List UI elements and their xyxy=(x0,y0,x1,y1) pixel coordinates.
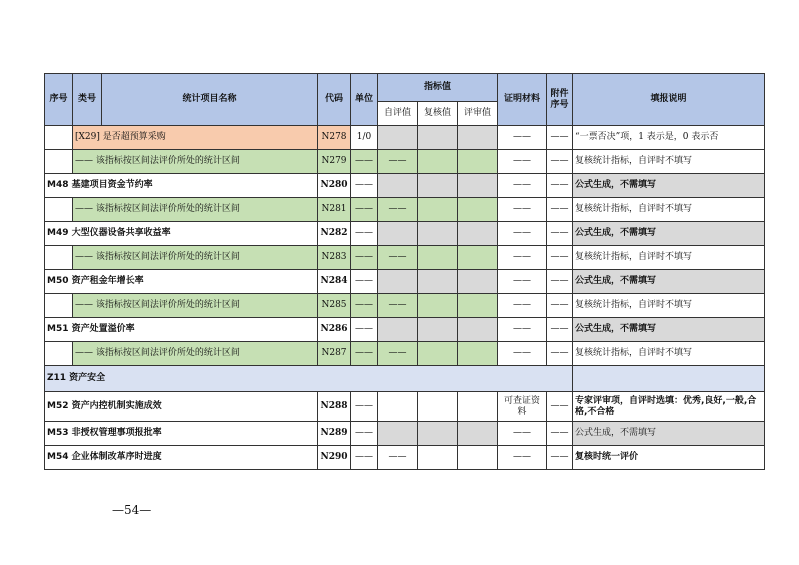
item-unit: —— xyxy=(351,174,378,198)
cell-seq xyxy=(45,198,73,222)
self-eval-cell: —— xyxy=(378,150,418,174)
item-unit: —— xyxy=(351,422,378,446)
recheck-cell xyxy=(418,422,458,446)
recheck-cell xyxy=(418,270,458,294)
header-unit: 单位 xyxy=(351,74,378,126)
header-category: 类号 xyxy=(73,74,102,126)
item-name: M48 基建项目资金节约率 xyxy=(45,174,318,198)
attachment-cell: —— xyxy=(547,174,573,198)
item-code: N279 xyxy=(318,150,351,174)
self-eval-cell xyxy=(378,222,418,246)
attachment-cell: —— xyxy=(547,422,573,446)
evidence-cell: —— xyxy=(498,198,547,222)
table-row xyxy=(45,446,765,470)
table-row xyxy=(45,294,765,318)
evidence-cell: —— xyxy=(498,446,547,470)
header-code: 代码 xyxy=(318,74,351,126)
table-row xyxy=(45,174,765,198)
review-cell xyxy=(458,318,498,342)
page-number: —54— xyxy=(112,503,152,517)
table-row xyxy=(45,222,765,246)
table-row xyxy=(45,246,765,270)
item-code: N287 xyxy=(318,342,351,366)
section-row xyxy=(45,366,765,392)
evidence-cell: —— xyxy=(498,342,547,366)
table-row xyxy=(45,392,765,422)
self-eval-cell: —— xyxy=(378,246,418,270)
table-row xyxy=(45,318,765,342)
item-name: M54 企业体制改革序时进度 xyxy=(45,446,318,470)
header-review: 评审值 xyxy=(458,102,498,126)
note-cell: 公式生成，不需填写 xyxy=(573,174,765,198)
header-self-eval: 自评值 xyxy=(378,102,418,126)
cell-seq xyxy=(45,150,73,174)
recheck-cell[interactable] xyxy=(418,392,458,422)
recheck-cell[interactable] xyxy=(418,294,458,318)
attachment-cell: —— xyxy=(547,294,573,318)
item-unit: —— xyxy=(351,270,378,294)
review-cell[interactable] xyxy=(458,198,498,222)
item-unit: —— xyxy=(351,446,378,470)
evidence-cell: —— xyxy=(498,246,547,270)
table-row xyxy=(45,270,765,294)
table-row xyxy=(45,198,765,222)
review-cell xyxy=(458,270,498,294)
item-code: N281 xyxy=(318,198,351,222)
review-cell[interactable] xyxy=(458,246,498,270)
attachment-cell: —— xyxy=(547,246,573,270)
item-code: N278 xyxy=(318,126,351,150)
item-name: —— 该指标按区间法评价所处的统计区间 xyxy=(73,150,318,174)
self-eval-cell xyxy=(378,174,418,198)
item-code: N283 xyxy=(318,246,351,270)
attachment-cell: —— xyxy=(547,446,573,470)
evidence-cell: —— xyxy=(498,422,547,446)
review-cell[interactable] xyxy=(458,342,498,366)
attachment-cell: —— xyxy=(547,318,573,342)
item-name: M49 大型仪器设备共享收益率 xyxy=(45,222,318,246)
review-cell xyxy=(458,222,498,246)
attachment-cell: —— xyxy=(547,342,573,366)
header-evidence: 证明材料 xyxy=(498,74,547,126)
item-unit: —— xyxy=(351,342,378,366)
header-item-name: 统计项目名称 xyxy=(102,74,318,126)
table-row xyxy=(45,422,765,446)
item-code: N286 xyxy=(318,318,351,342)
self-eval-cell: —— xyxy=(378,198,418,222)
self-eval-cell: —— xyxy=(378,446,418,470)
recheck-cell[interactable] xyxy=(418,150,458,174)
self-eval-cell[interactable] xyxy=(378,126,418,150)
recheck-cell xyxy=(418,318,458,342)
note-cell: 复核统计指标，自评时不填写 xyxy=(573,246,765,270)
item-name: —— 该指标按区间法评价所处的统计区间 xyxy=(73,246,318,270)
item-code: N289 xyxy=(318,422,351,446)
evidence-cell: —— xyxy=(498,294,547,318)
item-name: —— 该指标按区间法评价所处的统计区间 xyxy=(73,342,318,366)
note-cell: 专家评审项，自评时选填：优秀,良好,一般,合格,不合格 xyxy=(573,392,765,422)
self-eval-cell: —— xyxy=(378,342,418,366)
attachment-cell: —— xyxy=(547,270,573,294)
evidence-cell: —— xyxy=(498,318,547,342)
item-unit: —— xyxy=(351,392,378,422)
note-cell: “一票否决”项，1 表示是，0 表示否 xyxy=(573,126,765,150)
note-cell: 复核统计指标，自评时不填写 xyxy=(573,342,765,366)
item-code: N280 xyxy=(318,174,351,198)
item-name: M53 非授权管理事项报批率 xyxy=(45,422,318,446)
table-row xyxy=(45,150,765,174)
self-eval-cell[interactable] xyxy=(378,392,418,422)
note-cell: 复核统计指标，自评时不填写 xyxy=(573,150,765,174)
attachment-cell: —— xyxy=(547,150,573,174)
item-name: M50 资产租金年增长率 xyxy=(45,270,318,294)
item-name: M52 资产内控机制实施成效 xyxy=(45,392,318,422)
evidence-cell: 可查证资料 xyxy=(498,392,547,422)
header-indicator: 指标值 xyxy=(378,74,498,102)
item-code: N284 xyxy=(318,270,351,294)
item-name: —— 该指标按区间法评价所处的统计区间 xyxy=(73,198,318,222)
attachment-cell: —— xyxy=(547,126,573,150)
evidence-cell: —— xyxy=(498,150,547,174)
self-eval-cell xyxy=(378,318,418,342)
cell-seq xyxy=(45,246,73,270)
indicator-table xyxy=(44,73,765,470)
cell-seq xyxy=(45,342,73,366)
cell-seq xyxy=(45,126,73,150)
note-cell: 公式生成，不需填写 xyxy=(573,422,765,446)
review-cell[interactable] xyxy=(458,446,498,470)
item-code: N290 xyxy=(318,446,351,470)
item-unit: —— xyxy=(351,246,378,270)
self-eval-cell xyxy=(378,422,418,446)
header-seq: 序号 xyxy=(45,74,73,126)
item-unit: —— xyxy=(351,198,378,222)
recheck-cell xyxy=(418,222,458,246)
self-eval-cell: —— xyxy=(378,294,418,318)
item-unit: —— xyxy=(351,294,378,318)
recheck-cell[interactable] xyxy=(418,198,458,222)
attachment-cell: —— xyxy=(547,392,573,422)
item-unit: 1/0 xyxy=(351,126,378,150)
attachment-cell: —— xyxy=(547,222,573,246)
review-cell xyxy=(458,174,498,198)
item-code: N288 xyxy=(318,392,351,422)
header-attachment: 附件序号 xyxy=(547,74,573,126)
recheck-cell[interactable] xyxy=(418,342,458,366)
section-title: Z11 资产安全 xyxy=(45,366,573,392)
item-name: —— 该指标按区间法评价所处的统计区间 xyxy=(73,294,318,318)
note-cell: 复核时统一评价 xyxy=(573,446,765,470)
item-code: N285 xyxy=(318,294,351,318)
item-unit: —— xyxy=(351,150,378,174)
recheck-cell xyxy=(418,174,458,198)
note-cell: 公式生成，不需填写 xyxy=(573,222,765,246)
note-cell: 公式生成，不需填写 xyxy=(573,318,765,342)
review-cell[interactable] xyxy=(458,150,498,174)
item-name: M51 资产处置溢价率 xyxy=(45,318,318,342)
recheck-cell[interactable] xyxy=(418,246,458,270)
table-row xyxy=(45,126,765,150)
review-cell xyxy=(458,422,498,446)
note-cell xyxy=(573,366,765,392)
note-cell: 公式生成，不需填写 xyxy=(573,270,765,294)
header-row xyxy=(45,74,765,102)
note-cell: 复核统计指标，自评时不填写 xyxy=(573,198,765,222)
review-cell[interactable] xyxy=(458,294,498,318)
evidence-cell: —— xyxy=(498,174,547,198)
item-unit: —— xyxy=(351,318,378,342)
review-cell[interactable] xyxy=(458,392,498,422)
self-eval-cell xyxy=(378,270,418,294)
evidence-cell: —— xyxy=(498,270,547,294)
table-row xyxy=(45,342,765,366)
item-name: [X29] 是否超预算采购 xyxy=(73,126,318,150)
item-code: N282 xyxy=(318,222,351,246)
cell-seq xyxy=(45,294,73,318)
header-recheck: 复核值 xyxy=(418,102,458,126)
recheck-cell[interactable] xyxy=(418,446,458,470)
recheck-cell[interactable] xyxy=(418,126,458,150)
header-notes: 填报说明 xyxy=(573,74,765,126)
note-cell: 复核统计指标，自评时不填写 xyxy=(573,294,765,318)
evidence-cell: —— xyxy=(498,126,547,150)
review-cell[interactable] xyxy=(458,126,498,150)
attachment-cell: —— xyxy=(547,198,573,222)
evidence-cell: —— xyxy=(498,222,547,246)
item-unit: —— xyxy=(351,222,378,246)
